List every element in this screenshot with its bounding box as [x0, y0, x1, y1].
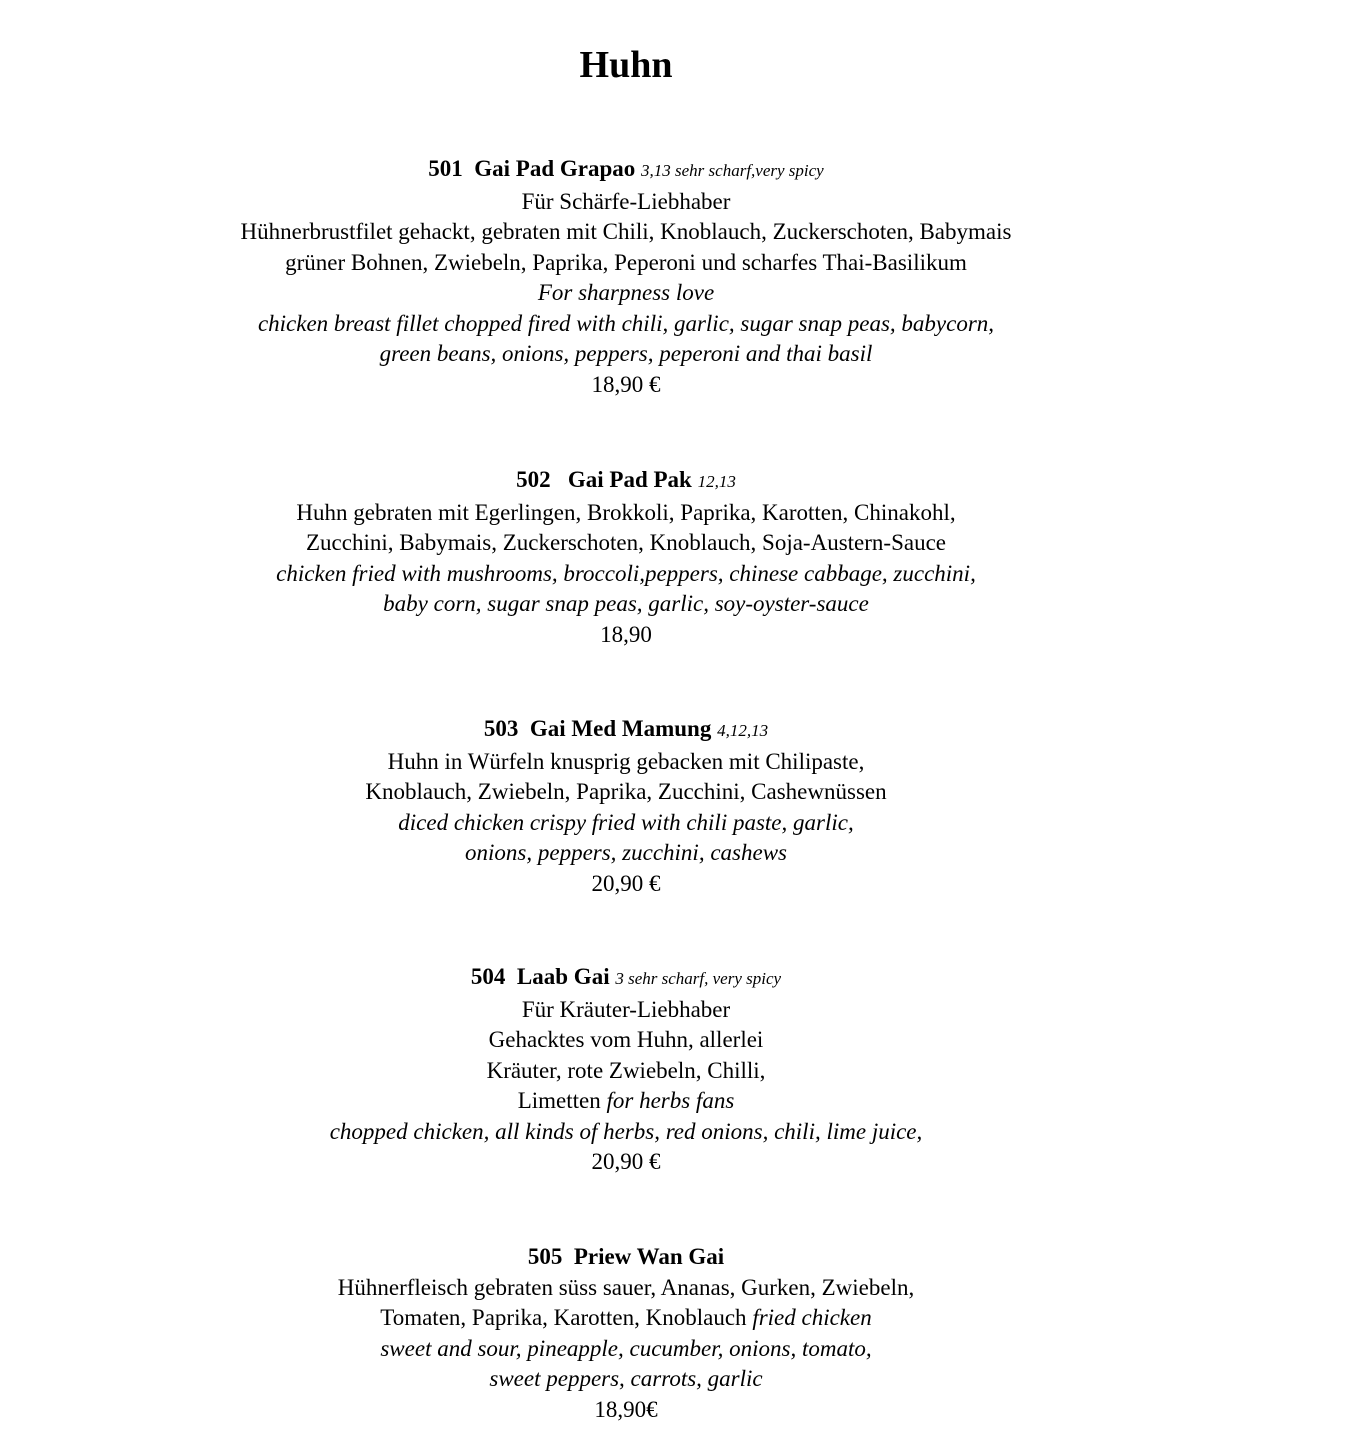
item-number: 501 [428, 156, 463, 181]
item-number: 503 [483, 716, 519, 741]
item-description-en: green beans, onions, peppers, peperoni and thai basil [379, 341, 873, 366]
item-description-en: chicken fried with mushrooms, broccoli,peppers, chinese cabbage, zucchini, [276, 560, 976, 586]
item-note: 3,13 sehr scharf,very spicy [641, 161, 824, 180]
item-name: Laab Gai [516, 964, 610, 989]
item-number: 505 [527, 1244, 563, 1269]
item-tagline-de: Für Schärfe-Liebhaber [521, 188, 731, 214]
item-name: Gai Med Mamung [529, 716, 712, 741]
page-title: Huhn [579, 44, 673, 86]
item-note: 12,13 [697, 472, 736, 491]
item-tagline-en: For sharpness love [537, 280, 715, 305]
menu-item [0, 154, 1252, 400]
item-name: Gai Pad Pak [567, 467, 692, 492]
item-description-de: Hühnerfleisch gebraten süss sauer, Ananas, Gurken, Zwiebeln, [337, 1274, 915, 1300]
item-heading [0, 1242, 1252, 1273]
item-description-de: Tomaten, Paprika, Karotten, Knoblauch [380, 1305, 747, 1330]
menu-item [0, 714, 1252, 899]
item-description-en: sweet peppers, carrots, garlic [489, 1366, 763, 1391]
item-description-en: baby corn, sugar snap peas, garlic, soy-oyster-sauce [383, 591, 869, 616]
item-name: Priew Wan Gai [573, 1244, 725, 1269]
menu-item [0, 962, 1252, 1178]
item-description-de: Hühnerbrustfilet gehackt, gebraten mit Chili, Knoblauch, Zuckerschoten, Babymais [240, 219, 1012, 244]
item-tagline-de: Für Kräuter-Liebhaber [521, 996, 731, 1022]
item-tagline-en: for herbs fans [606, 1088, 735, 1113]
item-price: 18,90 [600, 621, 652, 647]
item-description-en: diced chicken crispy fried with chili paste, garlic, [398, 809, 854, 835]
item-description-de: Zucchini, Babymais, Zuckerschoten, Knoblauch, Soja-Austern-Sauce [306, 530, 946, 555]
item-note: 3 sehr scharf, very spicy [615, 969, 782, 988]
item-description-de: Huhn in Würfeln knusprig gebacken mit Chilipaste, [387, 748, 865, 774]
item-number: 502 [516, 467, 551, 492]
item-description-de: Knoblauch, Zwiebeln, Paprika, Zucchini, Cashewnüssen [365, 779, 887, 804]
item-description-en: chopped chicken, all kinds of herbs, red onions, chili, lime juice, [329, 1118, 923, 1144]
item-description-en: onions, peppers, zucchini, cashews [465, 840, 787, 865]
item-price: 20,90 € [591, 1149, 661, 1174]
menu-item [0, 1242, 1252, 1425]
item-number: 504 [470, 964, 506, 989]
item-heading [0, 465, 1252, 498]
item-price: 18,90€ [594, 1396, 658, 1422]
item-description-mixed [0, 1086, 1252, 1117]
item-description-en: sweet and sour, pineapple, cucumber, onions, tomato, [380, 1335, 872, 1361]
item-description-de: Kräuter, rote Zwiebeln, Chilli, [486, 1057, 766, 1083]
item-price: 18,90 € [591, 371, 661, 397]
item-description-en: fried chicken [752, 1305, 872, 1330]
menu-item [0, 465, 1252, 650]
item-heading [0, 962, 1252, 995]
item-description-de: grüner Bohnen, Zwiebeln, Paprika, Peperoni und scharfes Thai-Basilikum [285, 249, 967, 275]
item-price: 20,90 € [591, 870, 661, 896]
item-note: 4,12,13 [717, 721, 769, 740]
item-heading [0, 714, 1252, 747]
item-description-de: Gehacktes vom Huhn, allerlei [488, 1027, 764, 1052]
item-name: Gai Pad Grapao [474, 156, 636, 181]
item-description-de: Huhn gebraten mit Egerlingen, Brokkoli, Paprika, Karotten, Chinakohl, [296, 499, 956, 525]
item-description-en: chicken breast fillet chopped fired with chili, garlic, sugar snap peas, babycorn, [257, 310, 995, 336]
item-heading [0, 154, 1252, 187]
item-description-mixed [0, 1303, 1252, 1334]
item-description-de: Limetten [517, 1088, 601, 1113]
